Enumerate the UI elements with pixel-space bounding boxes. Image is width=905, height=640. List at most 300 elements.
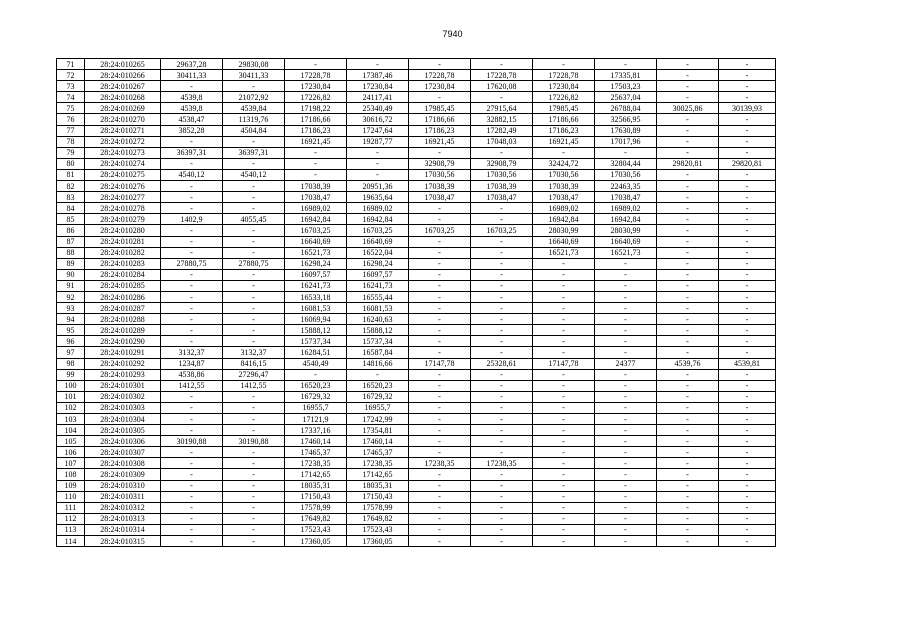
value-cell: -	[471, 402, 533, 413]
cadastral-number-cell: 28:24:010285	[85, 280, 161, 291]
cadastral-number-cell: 28:24:010281	[85, 236, 161, 247]
table-row	[57, 236, 776, 247]
row-number-cell: 85	[57, 214, 85, 225]
row-number-cell: 109	[57, 480, 85, 491]
value-cell: -	[533, 380, 595, 391]
value-cell: -	[471, 325, 533, 336]
value-cell: -	[719, 181, 776, 192]
value-cell: 16081,53	[347, 303, 409, 314]
cadastral-number-cell: 28:24:010302	[85, 391, 161, 402]
value-cell: -	[471, 447, 533, 458]
value-cell: -	[471, 425, 533, 436]
value-cell: 14816,66	[347, 358, 409, 369]
value-cell: -	[471, 491, 533, 502]
value-cell: -	[533, 347, 595, 358]
table-row	[57, 502, 776, 513]
table-row	[57, 480, 776, 491]
value-cell: 4539,8	[161, 92, 223, 103]
value-cell: -	[595, 513, 657, 524]
table-row	[57, 92, 776, 103]
cadastral-number-cell: 28:24:010286	[85, 291, 161, 302]
value-cell: -	[595, 436, 657, 447]
value-cell: -	[161, 225, 223, 236]
value-cell: 16069,94	[285, 314, 347, 325]
value-cell: -	[161, 314, 223, 325]
cadastral-number-cell: 28:24:010307	[85, 447, 161, 458]
value-cell: -	[719, 480, 776, 491]
value-cell: -	[223, 391, 285, 402]
value-cell: 17230,84	[533, 81, 595, 92]
value-cell: 16587,84	[347, 347, 409, 358]
value-cell: -	[657, 203, 719, 214]
value-cell: -	[719, 336, 776, 347]
table-row	[57, 491, 776, 502]
value-cell: -	[409, 380, 471, 391]
value-cell: -	[409, 480, 471, 491]
value-cell: -	[719, 314, 776, 325]
page-number: 7940	[442, 29, 463, 39]
cadastral-number-cell: 28:24:010291	[85, 347, 161, 358]
value-cell: -	[471, 391, 533, 402]
value-cell: 29637,28	[161, 59, 223, 70]
value-cell: 21072,92	[223, 92, 285, 103]
cadastral-number-cell: 28:24:010313	[85, 513, 161, 524]
value-cell: -	[657, 214, 719, 225]
value-cell: -	[223, 480, 285, 491]
value-cell: -	[285, 59, 347, 70]
value-cell: -	[533, 458, 595, 469]
value-cell: 17186,23	[285, 125, 347, 136]
row-number-cell: 114	[57, 536, 85, 547]
value-cell: -	[409, 425, 471, 436]
row-number-cell: 75	[57, 103, 85, 114]
value-cell: -	[161, 291, 223, 302]
value-cell: -	[347, 169, 409, 180]
value-cell: -	[719, 513, 776, 524]
value-cell: -	[223, 203, 285, 214]
value-cell: -	[719, 369, 776, 380]
value-cell: 16522,04	[347, 247, 409, 258]
value-cell: -	[409, 491, 471, 502]
value-cell: 30190,88	[161, 436, 223, 447]
cadastral-number-cell: 28:24:010308	[85, 458, 161, 469]
value-cell: -	[409, 214, 471, 225]
value-cell: 16533,18	[285, 291, 347, 302]
value-cell: -	[223, 247, 285, 258]
value-cell: 4540,12	[161, 169, 223, 180]
value-cell: 17142,65	[347, 469, 409, 480]
value-cell: -	[719, 347, 776, 358]
value-cell: -	[657, 125, 719, 136]
value-cell: -	[719, 192, 776, 203]
value-cell: -	[595, 291, 657, 302]
table-row	[57, 70, 776, 81]
value-cell: 29830,08	[223, 59, 285, 70]
table-row	[57, 358, 776, 369]
value-cell: 25637,04	[595, 92, 657, 103]
value-cell: 16921,45	[533, 136, 595, 147]
value-cell: -	[719, 414, 776, 425]
value-cell: 32882,15	[471, 114, 533, 125]
value-cell: -	[347, 158, 409, 169]
value-cell: -	[471, 336, 533, 347]
value-cell: -	[285, 158, 347, 169]
value-cell: 17150,43	[285, 491, 347, 502]
value-cell: -	[719, 70, 776, 81]
cadastral-number-cell: 28:24:010288	[85, 314, 161, 325]
cadastral-number-cell: 28:24:010293	[85, 369, 161, 380]
value-cell: -	[657, 291, 719, 302]
value-cell: 17985,45	[533, 103, 595, 114]
cadastral-number-cell: 28:24:010284	[85, 269, 161, 280]
row-number-cell: 100	[57, 380, 85, 391]
value-cell: -	[533, 480, 595, 491]
table-body	[57, 59, 776, 547]
value-cell: -	[719, 303, 776, 314]
value-cell: 17238,35	[347, 458, 409, 469]
cadastral-number-cell: 28:24:010269	[85, 103, 161, 114]
value-cell: 16521,73	[595, 247, 657, 258]
row-number-cell: 111	[57, 502, 85, 513]
row-number-cell: 72	[57, 70, 85, 81]
row-number-cell: 112	[57, 513, 85, 524]
value-cell: 17649,82	[285, 513, 347, 524]
value-cell: -	[719, 169, 776, 180]
value-cell: -	[409, 203, 471, 214]
cadastral-number-cell: 28:24:010276	[85, 181, 161, 192]
value-cell: -	[533, 369, 595, 380]
value-cell: 17038,39	[409, 181, 471, 192]
cadastral-number-cell: 28:24:010289	[85, 325, 161, 336]
cadastral-number-cell: 28:24:010301	[85, 380, 161, 391]
cadastral-number-cell: 28:24:010280	[85, 225, 161, 236]
value-cell: -	[223, 491, 285, 502]
row-number-cell: 92	[57, 291, 85, 302]
row-number-cell: 89	[57, 258, 85, 269]
table-row	[57, 103, 776, 114]
value-cell: 32804,44	[595, 158, 657, 169]
row-number-cell: 98	[57, 358, 85, 369]
value-cell: 32566,95	[595, 114, 657, 125]
cadastral-number-cell: 28:24:010279	[85, 214, 161, 225]
value-cell: -	[719, 136, 776, 147]
value-cell: -	[223, 314, 285, 325]
value-cell: -	[223, 236, 285, 247]
value-cell: -	[161, 280, 223, 291]
value-cell: -	[657, 447, 719, 458]
value-cell: -	[471, 480, 533, 491]
value-cell: 16703,25	[409, 225, 471, 236]
value-cell: -	[719, 458, 776, 469]
table-row	[57, 125, 776, 136]
value-cell: 17030,56	[471, 169, 533, 180]
value-cell: -	[161, 269, 223, 280]
value-cell: 17460,14	[285, 436, 347, 447]
value-cell: 4540,49	[285, 358, 347, 369]
value-cell: -	[533, 325, 595, 336]
value-cell: 32908,79	[409, 158, 471, 169]
value-cell: 19635,64	[347, 192, 409, 203]
value-cell: -	[409, 314, 471, 325]
value-cell: -	[223, 458, 285, 469]
value-cell: 27915,64	[471, 103, 533, 114]
value-cell: -	[471, 280, 533, 291]
value-cell: -	[719, 491, 776, 502]
value-cell: 32424,72	[533, 158, 595, 169]
value-cell: 17150,43	[347, 491, 409, 502]
value-cell: -	[471, 214, 533, 225]
table-row	[57, 291, 776, 302]
value-cell: -	[657, 436, 719, 447]
value-cell: -	[719, 325, 776, 336]
value-cell: -	[719, 147, 776, 158]
value-cell: -	[409, 524, 471, 535]
cadastral-number-cell: 28:24:010266	[85, 70, 161, 81]
value-cell: -	[719, 469, 776, 480]
value-cell: -	[409, 447, 471, 458]
value-cell: -	[471, 59, 533, 70]
value-cell: -	[657, 59, 719, 70]
value-cell: -	[719, 524, 776, 535]
value-cell: -	[719, 425, 776, 436]
value-cell: 17360,05	[347, 536, 409, 547]
value-cell: -	[719, 502, 776, 513]
value-cell: -	[471, 369, 533, 380]
value-cell: 17578,99	[347, 502, 409, 513]
value-cell: -	[719, 258, 776, 269]
row-number-cell: 91	[57, 280, 85, 291]
value-cell: 27296,47	[223, 369, 285, 380]
value-cell: -	[657, 402, 719, 413]
table-row	[57, 225, 776, 236]
value-cell: -	[595, 258, 657, 269]
value-cell: 1402,9	[161, 214, 223, 225]
value-cell: 16729,32	[347, 391, 409, 402]
value-cell: 16955,7	[347, 402, 409, 413]
cadastral-number-cell: 28:24:010312	[85, 502, 161, 513]
value-cell: 17186,66	[285, 114, 347, 125]
value-cell: -	[471, 203, 533, 214]
value-cell: -	[161, 325, 223, 336]
value-cell: 17038,47	[471, 192, 533, 203]
value-cell: 4539,76	[657, 358, 719, 369]
value-cell: 16521,73	[285, 247, 347, 258]
value-cell: -	[409, 369, 471, 380]
value-cell: -	[657, 380, 719, 391]
value-cell: -	[719, 225, 776, 236]
table-row	[57, 114, 776, 125]
cadastral-number-cell: 28:24:010314	[85, 524, 161, 535]
value-cell: 17030,56	[533, 169, 595, 180]
value-cell: 20951,36	[347, 181, 409, 192]
value-cell: -	[409, 92, 471, 103]
value-cell: 17228,78	[471, 70, 533, 81]
value-cell: 1412,55	[223, 380, 285, 391]
value-cell: 17142,65	[285, 469, 347, 480]
table-row	[57, 158, 776, 169]
value-cell: 4539,81	[719, 358, 776, 369]
value-cell: -	[409, 336, 471, 347]
value-cell: -	[533, 502, 595, 513]
value-cell: -	[161, 414, 223, 425]
value-cell: -	[533, 447, 595, 458]
value-cell: -	[657, 70, 719, 81]
value-cell: 17198,22	[285, 103, 347, 114]
value-cell: -	[657, 458, 719, 469]
value-cell: -	[657, 425, 719, 436]
value-cell: 16241,73	[347, 280, 409, 291]
value-cell: -	[471, 524, 533, 535]
value-cell: 3132,37	[223, 347, 285, 358]
table-row	[57, 181, 776, 192]
value-cell: -	[347, 369, 409, 380]
value-cell: 17387,46	[347, 70, 409, 81]
table-row	[57, 513, 776, 524]
cadastral-number-cell: 28:24:010315	[85, 536, 161, 547]
value-cell: -	[719, 92, 776, 103]
value-cell: 16942,84	[285, 214, 347, 225]
value-cell: 1412,55	[161, 380, 223, 391]
row-number-cell: 97	[57, 347, 85, 358]
value-cell: -	[595, 524, 657, 535]
cadastral-number-cell: 28:24:010265	[85, 59, 161, 70]
value-cell: 17228,78	[285, 70, 347, 81]
value-cell: 17985,45	[409, 103, 471, 114]
cadastral-number-cell: 28:24:010268	[85, 92, 161, 103]
row-number-cell: 80	[57, 158, 85, 169]
row-number-cell: 93	[57, 303, 85, 314]
value-cell: -	[533, 513, 595, 524]
value-cell: 24117,41	[347, 92, 409, 103]
table-row	[57, 425, 776, 436]
value-cell: -	[223, 502, 285, 513]
row-number-cell: 73	[57, 81, 85, 92]
value-cell: 4539,84	[223, 103, 285, 114]
value-cell: 17620,08	[471, 81, 533, 92]
row-number-cell: 86	[57, 225, 85, 236]
value-cell: -	[223, 402, 285, 413]
value-cell: 30190,88	[223, 436, 285, 447]
value-cell: -	[595, 480, 657, 491]
value-cell: -	[533, 524, 595, 535]
value-cell: -	[657, 81, 719, 92]
value-cell: -	[471, 436, 533, 447]
value-cell: -	[595, 447, 657, 458]
value-cell: 17335,81	[595, 70, 657, 81]
value-cell: 17038,39	[285, 181, 347, 192]
value-cell: 16640,69	[285, 236, 347, 247]
value-cell: -	[409, 303, 471, 314]
value-cell: 15888,12	[347, 325, 409, 336]
value-cell: -	[595, 402, 657, 413]
value-cell: -	[533, 536, 595, 547]
value-cell: -	[223, 81, 285, 92]
value-cell: -	[533, 291, 595, 302]
value-cell: -	[161, 524, 223, 535]
value-cell: -	[223, 336, 285, 347]
value-cell: 16241,73	[285, 280, 347, 291]
value-cell: -	[657, 524, 719, 535]
value-cell: -	[657, 192, 719, 203]
value-cell: -	[223, 447, 285, 458]
table-row	[57, 402, 776, 413]
table-row	[57, 247, 776, 258]
cadastral-number-cell: 28:24:010267	[85, 81, 161, 92]
value-cell: -	[409, 247, 471, 258]
value-cell: -	[719, 391, 776, 402]
value-cell: 36397,31	[223, 147, 285, 158]
value-cell: -	[409, 436, 471, 447]
cadastral-number-cell: 28:24:010283	[85, 258, 161, 269]
value-cell: -	[595, 380, 657, 391]
row-number-cell: 106	[57, 447, 85, 458]
row-number-cell: 95	[57, 325, 85, 336]
value-cell: -	[533, 303, 595, 314]
value-cell: -	[223, 303, 285, 314]
value-cell: 17038,47	[409, 192, 471, 203]
value-cell: -	[409, 536, 471, 547]
value-cell: 17038,47	[285, 192, 347, 203]
value-cell: -	[533, 414, 595, 425]
value-cell: 17238,35	[471, 458, 533, 469]
value-cell: -	[657, 513, 719, 524]
value-cell: -	[657, 236, 719, 247]
value-cell: 16555,44	[347, 291, 409, 302]
table-row	[57, 258, 776, 269]
data-table	[56, 58, 776, 547]
value-cell: -	[471, 247, 533, 258]
value-cell: 17147,78	[533, 358, 595, 369]
value-cell: 17649,82	[347, 513, 409, 524]
table-row	[57, 524, 776, 535]
value-cell: 17186,23	[409, 125, 471, 136]
value-cell: -	[657, 502, 719, 513]
value-cell: -	[347, 59, 409, 70]
value-cell: -	[595, 347, 657, 358]
value-cell: -	[223, 136, 285, 147]
value-cell: -	[223, 158, 285, 169]
value-cell: 30411,33	[223, 70, 285, 81]
value-cell: -	[595, 147, 657, 158]
value-cell: -	[285, 369, 347, 380]
value-cell: 4504,84	[223, 125, 285, 136]
row-number-cell: 87	[57, 236, 85, 247]
value-cell: -	[223, 524, 285, 535]
value-cell: -	[471, 314, 533, 325]
row-number-cell: 74	[57, 92, 85, 103]
value-cell: -	[657, 491, 719, 502]
row-number-cell: 96	[57, 336, 85, 347]
value-cell: 24377	[595, 358, 657, 369]
value-cell: 18035,31	[347, 480, 409, 491]
value-cell: 17186,66	[409, 114, 471, 125]
value-cell: -	[657, 114, 719, 125]
table-row	[57, 203, 776, 214]
value-cell: 18035,31	[285, 480, 347, 491]
value-cell: -	[471, 502, 533, 513]
value-cell: 16942,84	[533, 214, 595, 225]
row-number-cell: 90	[57, 269, 85, 280]
value-cell: -	[409, 280, 471, 291]
value-cell: 1234,87	[161, 358, 223, 369]
value-cell: -	[223, 513, 285, 524]
value-cell: -	[223, 325, 285, 336]
value-cell: -	[471, 291, 533, 302]
value-cell: -	[595, 502, 657, 513]
value-cell: 17523,43	[285, 524, 347, 535]
value-cell: 17230,84	[285, 81, 347, 92]
value-cell: -	[719, 447, 776, 458]
